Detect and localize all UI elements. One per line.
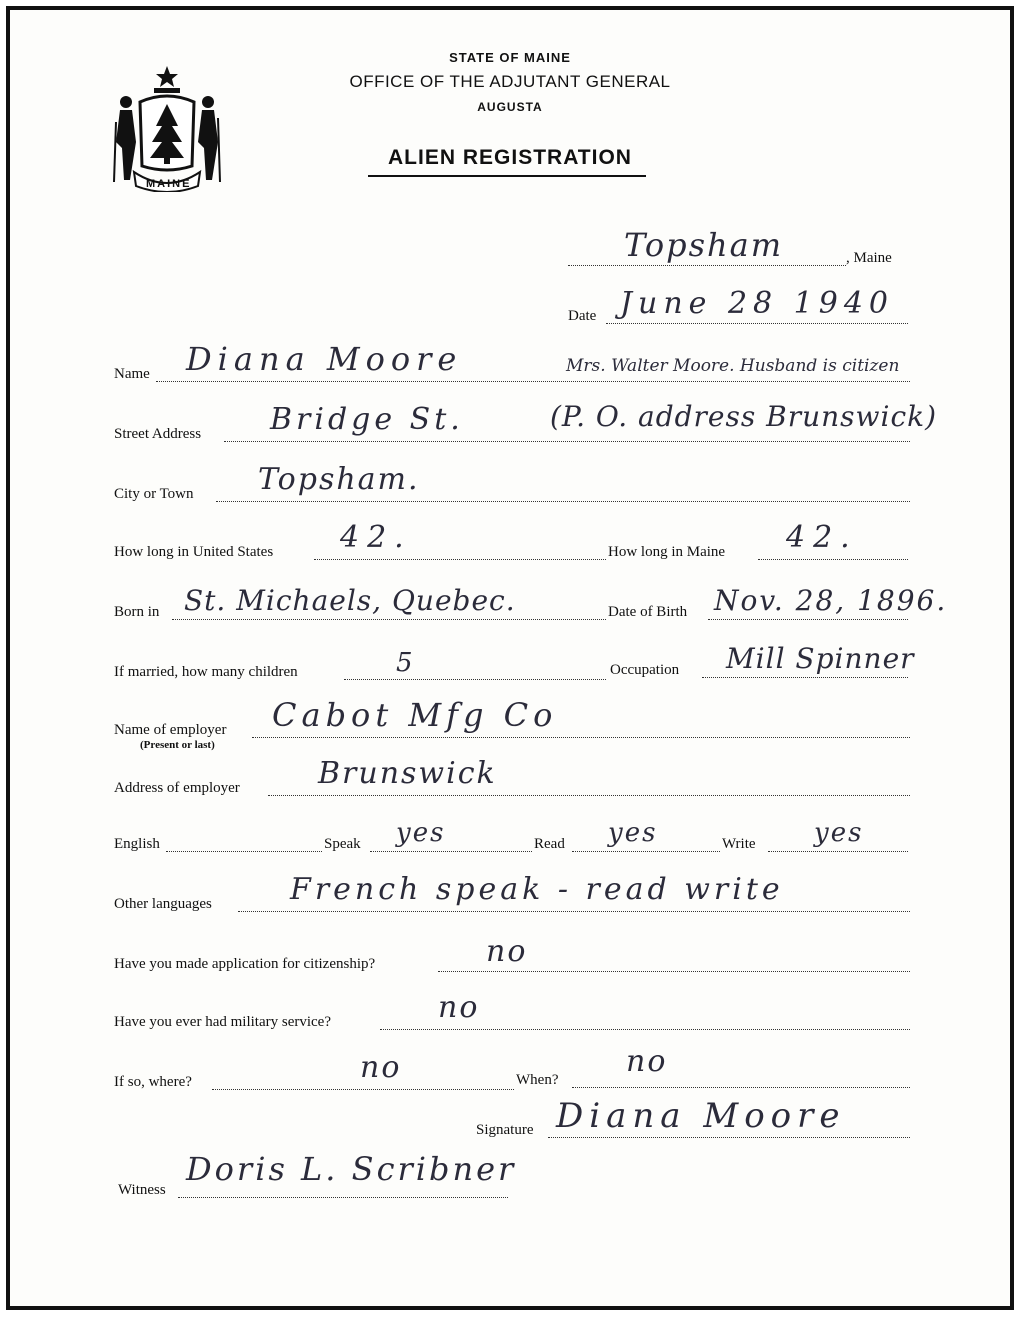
dob-value[interactable]: Nov. 28, 1896. xyxy=(714,584,948,617)
military-label: Have you ever had military service? xyxy=(114,1014,331,1030)
citizenship-line xyxy=(438,971,910,972)
town-line xyxy=(568,265,846,266)
when-value[interactable]: no xyxy=(626,1044,668,1079)
employer-address-value[interactable]: Brunswick xyxy=(318,756,497,791)
where-value[interactable]: no xyxy=(360,1050,402,1085)
long-us-label: How long in United States xyxy=(114,544,274,560)
title-underline xyxy=(368,175,646,177)
employer-value[interactable]: Cabot Mfg Co xyxy=(272,696,558,734)
name-line xyxy=(156,381,910,382)
children-label: If married, how many children xyxy=(114,664,298,680)
date-label: Date xyxy=(568,308,597,324)
write-line xyxy=(768,851,908,852)
when-label: When? xyxy=(516,1072,559,1088)
street-line xyxy=(224,441,910,442)
when-line xyxy=(572,1087,910,1088)
name-value[interactable]: Diana Moore xyxy=(186,340,463,378)
read-line xyxy=(572,851,720,852)
seal-banner-text: MAINE xyxy=(146,178,192,190)
maine-state-seal-icon xyxy=(112,62,222,192)
write-value[interactable]: yes xyxy=(814,818,864,848)
long-maine-line xyxy=(758,559,908,560)
street-value[interactable]: Bridge St. xyxy=(270,402,464,437)
long-us-value[interactable]: 42. xyxy=(340,520,412,555)
signature-label: Signature xyxy=(476,1122,534,1138)
where-line xyxy=(212,1089,514,1090)
speak-value[interactable]: yes xyxy=(396,818,446,848)
city-value[interactable]: Topsham. xyxy=(258,462,420,497)
header-state: STATE OF MAINE xyxy=(449,50,571,65)
street-label: Street Address xyxy=(114,426,202,442)
signature-value[interactable]: Diana Moore xyxy=(556,1096,846,1136)
employer-address-line xyxy=(268,795,910,796)
witness-label: Witness xyxy=(118,1182,166,1198)
occupation-value[interactable]: Mill Spinner xyxy=(726,642,915,675)
read-label: Read xyxy=(534,836,565,852)
dob-label: Date of Birth xyxy=(608,604,688,620)
employer-sublabel: (Present or last) xyxy=(140,739,215,751)
town-value[interactable]: Topsham xyxy=(624,226,784,264)
dob-line xyxy=(708,619,908,620)
citizenship-label: Have you made application for citizenship? xyxy=(114,956,376,972)
write-label: Write xyxy=(722,836,756,852)
city-line xyxy=(216,501,910,502)
employer-address-label: Address of employer xyxy=(114,780,240,796)
witness-line xyxy=(178,1197,508,1198)
english-label: English xyxy=(114,836,160,852)
other-languages-value[interactable]: French speak - read write xyxy=(290,872,784,907)
name-label: Name xyxy=(114,366,150,382)
speak-line xyxy=(370,851,532,852)
read-value[interactable]: yes xyxy=(608,818,658,848)
occupation-label: Occupation xyxy=(610,662,680,678)
speak-label: Speak xyxy=(324,836,361,852)
born-in-line xyxy=(172,619,606,620)
employer-line xyxy=(252,737,910,738)
where-label: If so, where? xyxy=(114,1074,192,1090)
employer-label: Name of employer xyxy=(114,722,227,738)
born-in-label: Born in xyxy=(114,604,160,620)
header-city: AUGUSTA xyxy=(477,100,543,114)
name-note[interactable]: Mrs. Walter Moore. Husband is citizen xyxy=(566,356,900,376)
english-line xyxy=(166,851,322,852)
military-line xyxy=(380,1029,910,1030)
long-maine-label: How long in Maine xyxy=(608,544,726,560)
citizenship-value[interactable]: no xyxy=(486,934,528,969)
children-value[interactable]: 5 xyxy=(396,648,415,678)
witness-value[interactable]: Doris L. Scribner xyxy=(186,1150,517,1188)
header-office: OFFICE OF THE ADJUTANT GENERAL xyxy=(349,72,671,91)
long-maine-value[interactable]: 42. xyxy=(786,520,858,555)
other-languages-line xyxy=(238,911,910,912)
date-line xyxy=(606,323,908,324)
city-label: City or Town xyxy=(114,486,194,502)
form-title: ALIEN REGISTRATION xyxy=(388,146,632,169)
long-us-line xyxy=(314,559,606,560)
occupation-line xyxy=(702,677,908,678)
children-line xyxy=(344,679,606,680)
military-value[interactable]: no xyxy=(438,990,480,1025)
date-value[interactable]: June 28 1940 xyxy=(620,286,895,321)
street-note[interactable]: (P. O. address Brunswick) xyxy=(550,400,938,433)
maine-label: , Maine xyxy=(846,250,892,266)
signature-line xyxy=(548,1137,910,1138)
other-languages-label: Other languages xyxy=(114,896,212,912)
born-in-value[interactable]: St. Michaels, Quebec. xyxy=(184,584,516,617)
